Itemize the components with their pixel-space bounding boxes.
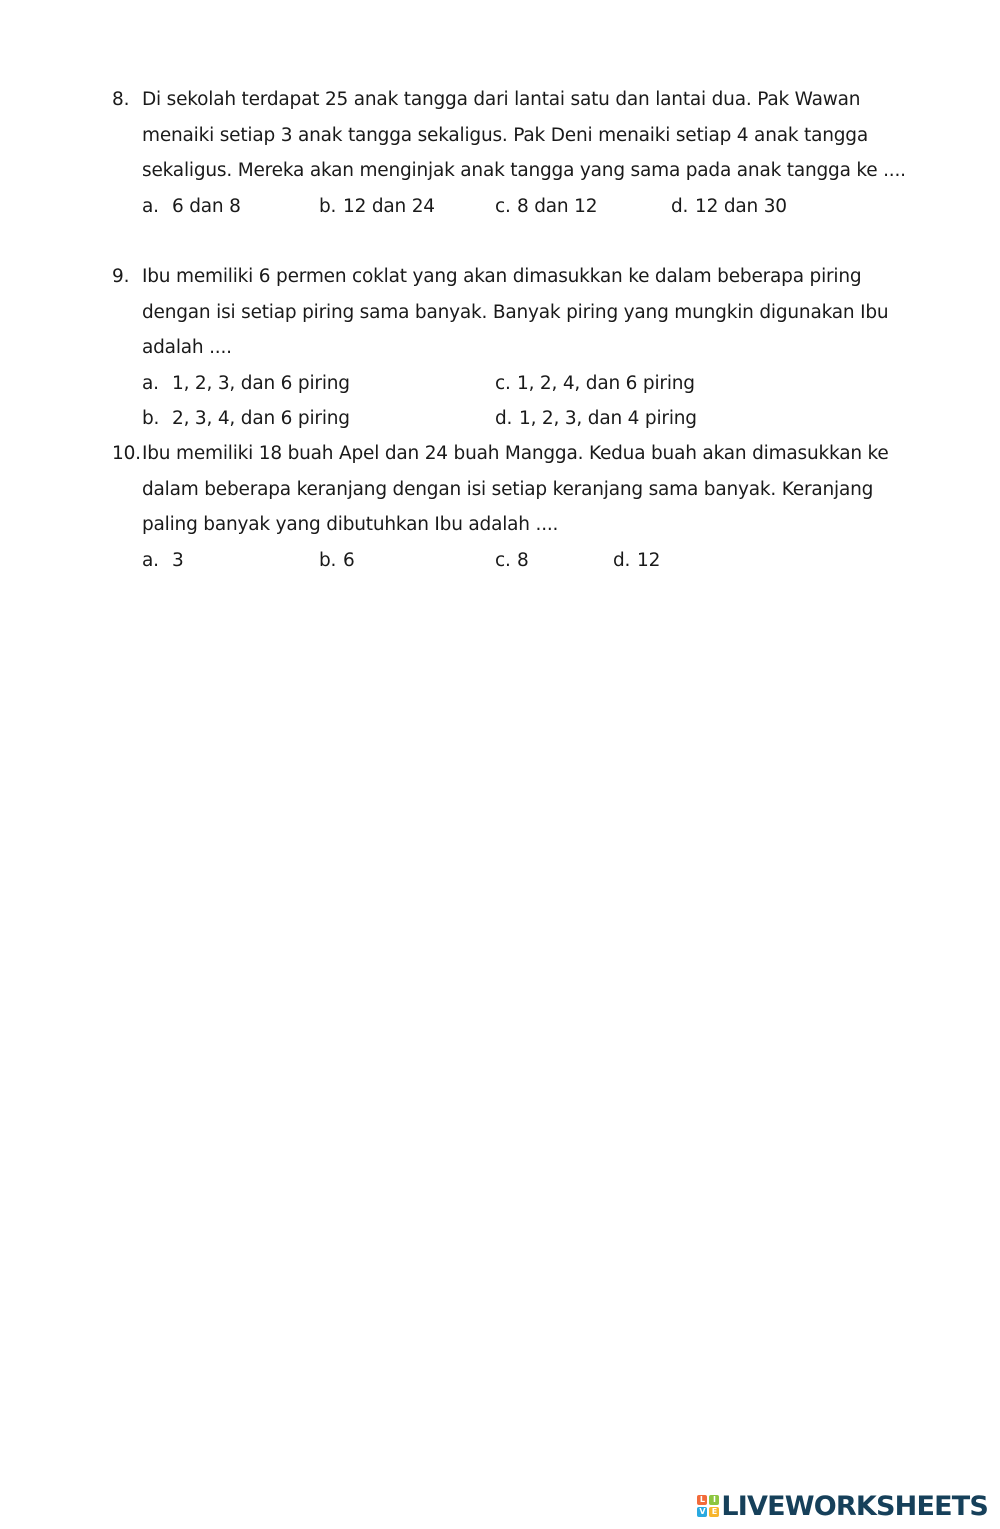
option-letter: b.: [142, 408, 160, 429]
answer-options: [142, 543, 932, 579]
logo-mark-tile: L: [697, 1495, 707, 1505]
question-text: Ibu memiliki 6 permen coklat yang akan dimasukkan ke dalam beberapa piring dengan isi setiap piring sama banyak. Banyak piring yang mungkin digunakan Ibu adalah ....: [142, 266, 889, 358]
option-d[interactable]: [495, 401, 697, 437]
question-8: [112, 82, 932, 224]
option-letter: c.: [495, 372, 511, 394]
question-text: Di sekolah terdapat 25 anak tangga dari lantai satu dan lantai dua. Pak Wawan menaiki setiap 3 anak tangga sekaligus. Pak Deni menaiki setiap 4 anak tangga sekaligus. Mereka akan menginjak anak tangga yang sama pada anak tangga ke ....: [142, 89, 906, 181]
option-c[interactable]: [495, 189, 597, 225]
option-d[interactable]: [671, 189, 787, 225]
question-number: 10.: [112, 443, 141, 464]
option-a[interactable]: [142, 189, 241, 225]
question-text: Ibu memiliki 18 buah Apel dan 24 buah Mangga. Kedua buah akan dimasukkan ke dalam beberapa keranjang dengan isi setiap keranjang sama banyak. Keranjang paling banyak yang dibutuhkan Ibu adalah ....: [142, 443, 889, 535]
question-9: [112, 259, 932, 437]
option-letter: a.: [142, 549, 159, 571]
option-text: 8 dan 12: [517, 195, 598, 217]
option-letter: d.: [495, 408, 513, 429]
question-10: [112, 436, 932, 578]
option-text: 1, 2, 3, dan 6 piring: [172, 372, 350, 394]
liveworksheets-logo-mark-icon: [697, 1495, 719, 1517]
option-text: 12 dan 24: [343, 195, 435, 217]
liveworksheets-logo: [697, 1491, 988, 1521]
option-text: 6: [343, 549, 355, 571]
option-text: 6 dan 8: [172, 195, 241, 217]
question-number: 9.: [112, 266, 130, 287]
option-text: 12 dan 30: [695, 195, 787, 217]
option-c[interactable]: [495, 543, 529, 579]
option-a[interactable]: [142, 543, 184, 579]
option-letter: d.: [671, 195, 689, 217]
question-stem: [112, 259, 932, 366]
option-a[interactable]: [142, 366, 350, 402]
option-text: 2, 3, 4, dan 6 piring: [172, 408, 350, 429]
option-b[interactable]: [142, 401, 350, 437]
option-text: 8: [517, 549, 529, 571]
option-text: 1, 2, 3, dan 4 piring: [519, 408, 697, 429]
logo-mark-tile: I: [709, 1495, 719, 1505]
option-text: 12: [637, 549, 661, 571]
logo-mark-tile: V: [699, 1507, 706, 1516]
option-letter: a.: [142, 372, 159, 394]
option-b[interactable]: [319, 543, 355, 579]
option-b[interactable]: [319, 189, 435, 225]
option-letter: b.: [319, 195, 337, 217]
answer-options-row-2: [142, 401, 932, 437]
option-c[interactable]: [495, 366, 695, 402]
option-text: 1, 2, 4, dan 6 piring: [517, 372, 695, 394]
option-letter: a.: [142, 195, 159, 217]
question-stem: [112, 436, 932, 543]
option-text: 3: [172, 549, 184, 571]
option-letter: d.: [613, 549, 631, 571]
answer-options-row-1: [142, 366, 932, 402]
option-letter: b.: [319, 549, 337, 571]
option-letter: c.: [495, 195, 511, 217]
logo-wordmark: LIVEWORKSHEETS: [721, 1490, 988, 1522]
question-stem: [112, 82, 932, 189]
logo-mark-tile: E: [709, 1507, 719, 1517]
option-d[interactable]: [613, 543, 660, 579]
answer-options: [142, 189, 932, 225]
question-number: 8.: [112, 89, 130, 110]
option-letter: c.: [495, 549, 511, 571]
